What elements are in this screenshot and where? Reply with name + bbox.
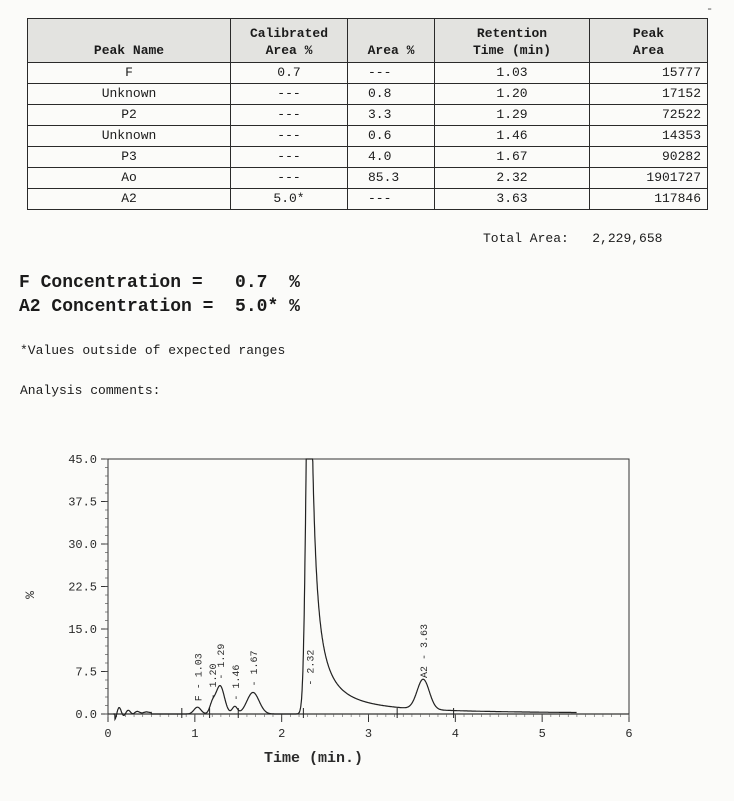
area-pct-cell: 0.6 [348,126,435,147]
calibrated-area-cell: --- [231,168,348,189]
header-text: Peak [632,26,665,41]
table-body [28,63,708,210]
table-row [28,105,708,126]
header-peak-name [28,19,231,63]
area-pct-cell: 0.8 [348,84,435,105]
header-text: Area % [367,43,415,58]
a2-concentration-unit: % [289,297,300,317]
header-text: Peak Name [93,43,165,58]
a2-concentration-value: 5.0* [235,297,279,317]
chromatogram-chart [0,440,734,801]
header-text: Retention [476,26,548,41]
table-row [28,63,708,84]
calibrated-area-cell: --- [231,126,348,147]
peak-name-cell: Unknown [28,126,231,147]
f-concentration [19,273,300,293]
y-axis-label: % [23,591,38,599]
y-tick-label: 7.5 [75,665,97,680]
y-tick-label: 45.0 [68,453,97,467]
peak-name-cell: P2 [28,105,231,126]
table-row [28,126,708,147]
retention-time-cell: 1.67 [435,147,590,168]
x-tick-label: 4 [451,727,459,741]
peak-name-cell: A2 [28,189,231,210]
y-tick-label: 22.5 [68,580,97,595]
x-tick-label: 1 [191,727,199,741]
y-tick-label: 15.0 [68,623,97,637]
calibrated-area-cell: 5.0* [231,189,348,210]
area-pct-cell: 4.0 [348,147,435,168]
plot-frame [108,459,629,714]
peak-name-cell: P3 [28,147,231,168]
peak-annotation: F - 1.03 [194,653,206,702]
y-tick-label: 0.0 [75,708,97,722]
chromatogram-trace [113,459,576,719]
x-tick-label: 6 [625,727,633,741]
x-tick-label: 3 [364,727,373,741]
table-row [28,147,708,168]
peak-annotation: - 1.67 [250,650,262,687]
stray-scan-mark: - [706,2,714,16]
header-area-pct [348,19,435,63]
table-row [28,168,708,189]
y-tick-label: 30.0 [68,538,97,552]
x-tick-label: 5 [538,727,546,741]
table-row [28,84,708,105]
header-retention-time [435,19,590,63]
peak-annotation: - 1.20 [209,663,221,700]
header-text: Time (min) [472,43,551,58]
a2-concentration-label: A2 Concentration = [19,297,214,317]
area-pct-cell: 85.3 [348,168,435,189]
peak-annotation: - 1.46 [231,664,243,701]
peak-area-cell: 117846 [590,189,708,210]
header-text: Area [632,43,665,58]
total-area [483,231,662,246]
calibrated-area-cell: --- [231,105,348,126]
peak-results-table [27,18,708,210]
peak-area-cell: 1901727 [590,168,708,189]
peak-area-cell: 90282 [590,147,708,168]
f-concentration-unit: % [289,273,300,293]
x-tick-label: 0 [104,727,112,741]
total-area-value: 2,229,658 [592,231,663,246]
header-peak-area [590,19,708,63]
area-pct-cell: --- [348,189,435,210]
peak-area-cell: 15777 [590,63,708,84]
total-area-label: Total Area: [483,231,569,246]
retention-time-cell: 1.46 [435,126,590,147]
header-text: Area % [265,43,313,58]
x-axis-label: Time (min.) [263,750,364,767]
peak-annotation: - 1.29 [217,643,229,680]
retention-time-cell: 3.63 [435,189,590,210]
header-calibrated-area [231,19,348,63]
header-text: Calibrated [249,26,328,41]
f-concentration-label: F Concentration = [19,273,203,293]
retention-time-cell: 1.03 [435,63,590,84]
peak-name-cell: Unknown [28,84,231,105]
area-pct-cell: 3.3 [348,105,435,126]
calibrated-area-cell: --- [231,147,348,168]
table-row [28,189,708,210]
table-header-row [28,19,708,63]
footnote: *Values outside of expected ranges [20,343,286,358]
retention-time-cell: 1.29 [435,105,590,126]
x-tick-label: 2 [278,727,286,741]
peak-annotation: - 2.32 [306,649,318,686]
a2-concentration [19,297,300,317]
peak-area-cell: 17152 [590,84,708,105]
f-concentration-value: 0.7 [235,273,268,293]
peak-name-cell: F [28,63,231,84]
calibrated-area-cell: 0.7 [231,63,348,84]
retention-time-cell: 2.32 [435,168,590,189]
peak-annotation: A2 - 3.63 [420,623,432,678]
y-tick-label: 37.5 [68,495,97,510]
area-pct-cell: --- [348,63,435,84]
calibrated-area-cell: --- [231,84,348,105]
peak-area-cell: 72522 [590,105,708,126]
peak-name-cell: Ao [28,168,231,189]
retention-time-cell: 1.20 [435,84,590,105]
analysis-comments-label: Analysis comments: [20,383,161,398]
peak-area-cell: 14353 [590,126,708,147]
